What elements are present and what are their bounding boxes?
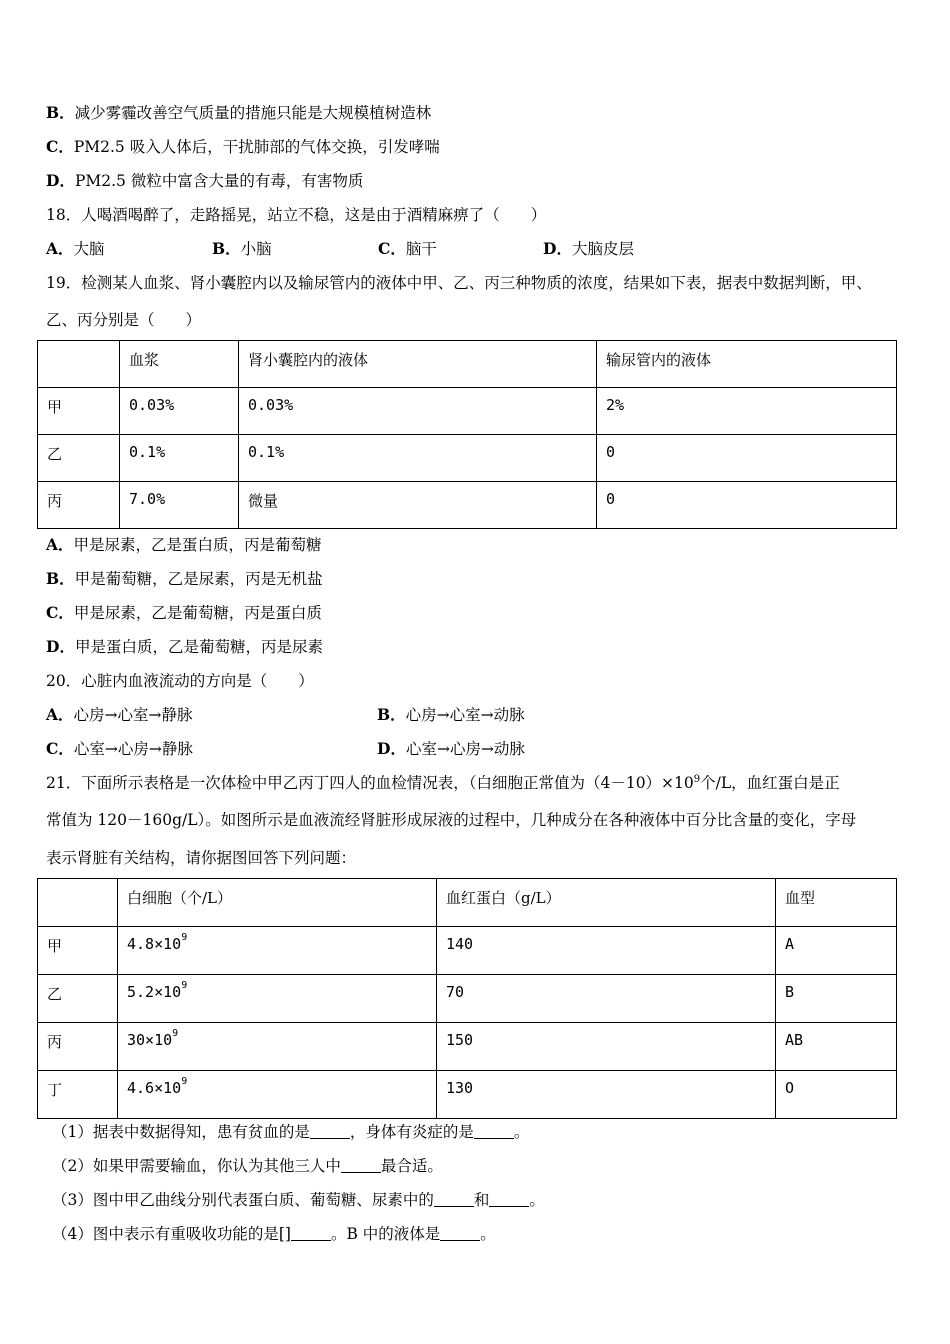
table-cell: 丁 [38,1071,118,1119]
q21-sub4 [52,1224,496,1244]
q19-stem-line2: 乙、丙分别是（ ） [46,311,202,329]
sub-text: 。 [529,1191,545,1209]
table-cell: 2% [597,388,897,435]
option-letter: B． [377,705,406,724]
q18-option-c [378,239,437,259]
answer-blank[interactable] [341,1158,381,1173]
option-text: 减少雾霾改善空气质量的措施只能是大规模植树造林 [74,104,432,122]
option-text: 大脑 [73,240,105,258]
sub-text: （3）图中甲乙曲线分别代表蛋白质、葡萄糖、尿素中的 [52,1191,434,1209]
q19-option-c [46,603,322,623]
header-cell: 血型 [776,879,897,927]
stem-text: 个/L，血红蛋白是正 [700,774,840,792]
table-header-row [38,879,897,927]
table-cell: 0.03% [120,388,239,435]
sub-text: 。B 中的液体是 [330,1225,441,1243]
table-cell: AB [776,1023,897,1071]
option-letter: C． [46,137,74,156]
q17-option-b [46,103,431,123]
q18-stem: 18．人喝酒喝醉了，走路摇晃，站立不稳，这是由于酒精麻痹了（ ） [46,206,547,224]
q21-sub3 [52,1190,545,1210]
option-letter: C． [378,239,406,258]
option-letter: B． [46,569,75,588]
table-cell: 150 [437,1023,776,1071]
header-cell: 输尿管内的液体 [597,341,897,388]
header-cell: 白细胞（个/L） [118,879,437,927]
option-text: 心房→心室→动脉 [405,706,525,724]
table-cell: 140 [437,927,776,975]
option-text: 心室→心房→静脉 [73,740,193,758]
q20-stem: 20．心脏内血液流动的方向是（ ） [46,672,314,690]
table-cell [118,1023,437,1071]
q21-stem-line1 [46,773,840,793]
option-letter: A． [46,705,74,724]
option-text: 甲是葡萄糖，乙是尿素，丙是无机盐 [74,570,323,588]
option-text: 大脑皮层 [571,240,634,258]
option-letter: D． [543,239,572,258]
wbc-value: 4.8×10 [127,935,182,953]
sub-text: （1）据表中数据得知，患有贫血的是 [52,1123,310,1141]
table-cell: O [776,1071,897,1119]
table-cell: 甲 [38,927,118,975]
header-cell [38,341,120,388]
option-text: 小脑 [240,240,272,258]
q21-stem-line3: 表示肾脏有关结构，请你据图回答下列问题： [46,849,357,867]
option-text: 甲是蛋白质，乙是葡萄糖，丙是尿素 [74,638,323,656]
table-cell: 乙 [38,975,118,1023]
q19-concentration-table [37,340,897,529]
q20-option-b [377,705,525,725]
answer-blank[interactable] [434,1192,474,1207]
table-cell: 0.1% [120,435,239,482]
table-cell: 乙 [38,435,120,482]
exponent: 9 [181,932,188,943]
table-cell: B [776,975,897,1023]
exponent: 9 [181,980,188,991]
table-cell: 0.1% [239,435,597,482]
option-letter: A． [46,239,74,258]
exponent: 9 [181,1076,188,1087]
table-cell: 130 [437,1071,776,1119]
q17-option-d [46,171,363,191]
option-text: 甲是尿素，乙是蛋白质，丙是葡萄糖 [73,536,322,554]
sub-text: 。 [480,1225,496,1243]
q20-option-d [377,739,525,759]
table-cell: 0 [597,482,897,529]
option-letter: D． [46,637,75,656]
answer-blank[interactable] [474,1124,514,1139]
option-text: 脑干 [405,240,437,258]
table-row [38,1023,897,1071]
table-cell [118,975,437,1023]
option-letter: B． [46,103,75,122]
option-text: PM2.5 吸入人体后，干扰肺部的气体交换，引发哮喘 [73,138,440,156]
q19-stem-line1: 19．检测某人血浆、肾小囊腔内以及输尿管内的液体中甲、乙、丙三种物质的浓度，结果如下表，据表中数据判断，甲、 [46,274,872,292]
header-cell: 血浆 [120,341,239,388]
table-header-row [38,341,897,388]
q21-sub2 [52,1156,443,1176]
q19-option-b [46,569,323,589]
table-cell: 丙 [38,1023,118,1071]
option-letter: D． [377,739,406,758]
option-text: 心室→心房→动脉 [405,740,525,758]
table-cell: A [776,927,897,975]
q18-option-d [543,239,634,259]
sub-text: 和 [473,1191,490,1209]
q19-option-a [46,535,322,555]
option-letter: C． [46,739,74,758]
option-letter: A． [46,535,74,554]
q17-option-c [46,137,440,157]
table-cell: 微量 [239,482,597,529]
sub-text: ，身体有炎症的是 [349,1123,474,1141]
q18-option-a [46,239,105,259]
stem-text: 21．下面所示表格是一次体检中甲乙丙丁四人的血检情况表，（白细胞正常值为（4－10）×10 [46,774,694,792]
q19-option-d [46,637,323,657]
table-cell: 0.03% [239,388,597,435]
q21-blood-test-table [37,878,897,1119]
table-row [38,435,897,482]
exponent: 9 [172,1028,179,1039]
sub-text: 最合适。 [380,1157,443,1175]
table-cell: 7.0% [120,482,239,529]
q20-option-a [46,705,193,725]
wbc-value: 5.2×10 [127,983,182,1001]
header-cell [38,879,118,927]
option-text: 心房→心室→静脉 [73,706,193,724]
table-cell: 0 [597,435,897,482]
q20-option-c [46,739,193,759]
answer-blank[interactable] [440,1226,480,1241]
answer-blank[interactable] [310,1124,350,1139]
header-cell: 肾小囊腔内的液体 [239,341,597,388]
wbc-value: 30×10 [127,1031,173,1049]
wbc-value: 4.6×10 [127,1079,182,1097]
q21-stem-line2: 常值为 120－160g/L）。如图所示是血液流经肾脏形成尿液的过程中，几种成分在各种液体中百分比含量的变化，字母 [46,811,857,829]
header-cell: 血红蛋白（g/L） [437,879,776,927]
sub-text: （4）图中表示有重吸收功能的是[] [52,1225,291,1243]
option-letter: D． [46,171,75,190]
table-cell: 甲 [38,388,120,435]
answer-blank[interactable] [291,1226,331,1241]
table-cell: 70 [437,975,776,1023]
table-row [38,1071,897,1119]
table-row [38,482,897,529]
sub-text: （2）如果甲需要输血，你认为其他三人中 [52,1157,341,1175]
table-cell [118,927,437,975]
sub-text: 。 [513,1123,530,1141]
option-text: 甲是尿素，乙是葡萄糖，丙是蛋白质 [73,604,322,622]
option-letter: B． [212,239,241,258]
answer-blank[interactable] [489,1192,529,1207]
option-letter: C． [46,603,74,622]
table-cell: 丙 [38,482,120,529]
option-text: PM2.5 微粒中富含大量的有毒，有害物质 [74,172,364,190]
table-cell [118,1071,437,1119]
table-row [38,927,897,975]
table-row [38,975,897,1023]
q21-sub1 [52,1122,529,1142]
q18-option-b [212,239,272,259]
exponent: 9 [693,774,701,785]
table-row [38,388,897,435]
